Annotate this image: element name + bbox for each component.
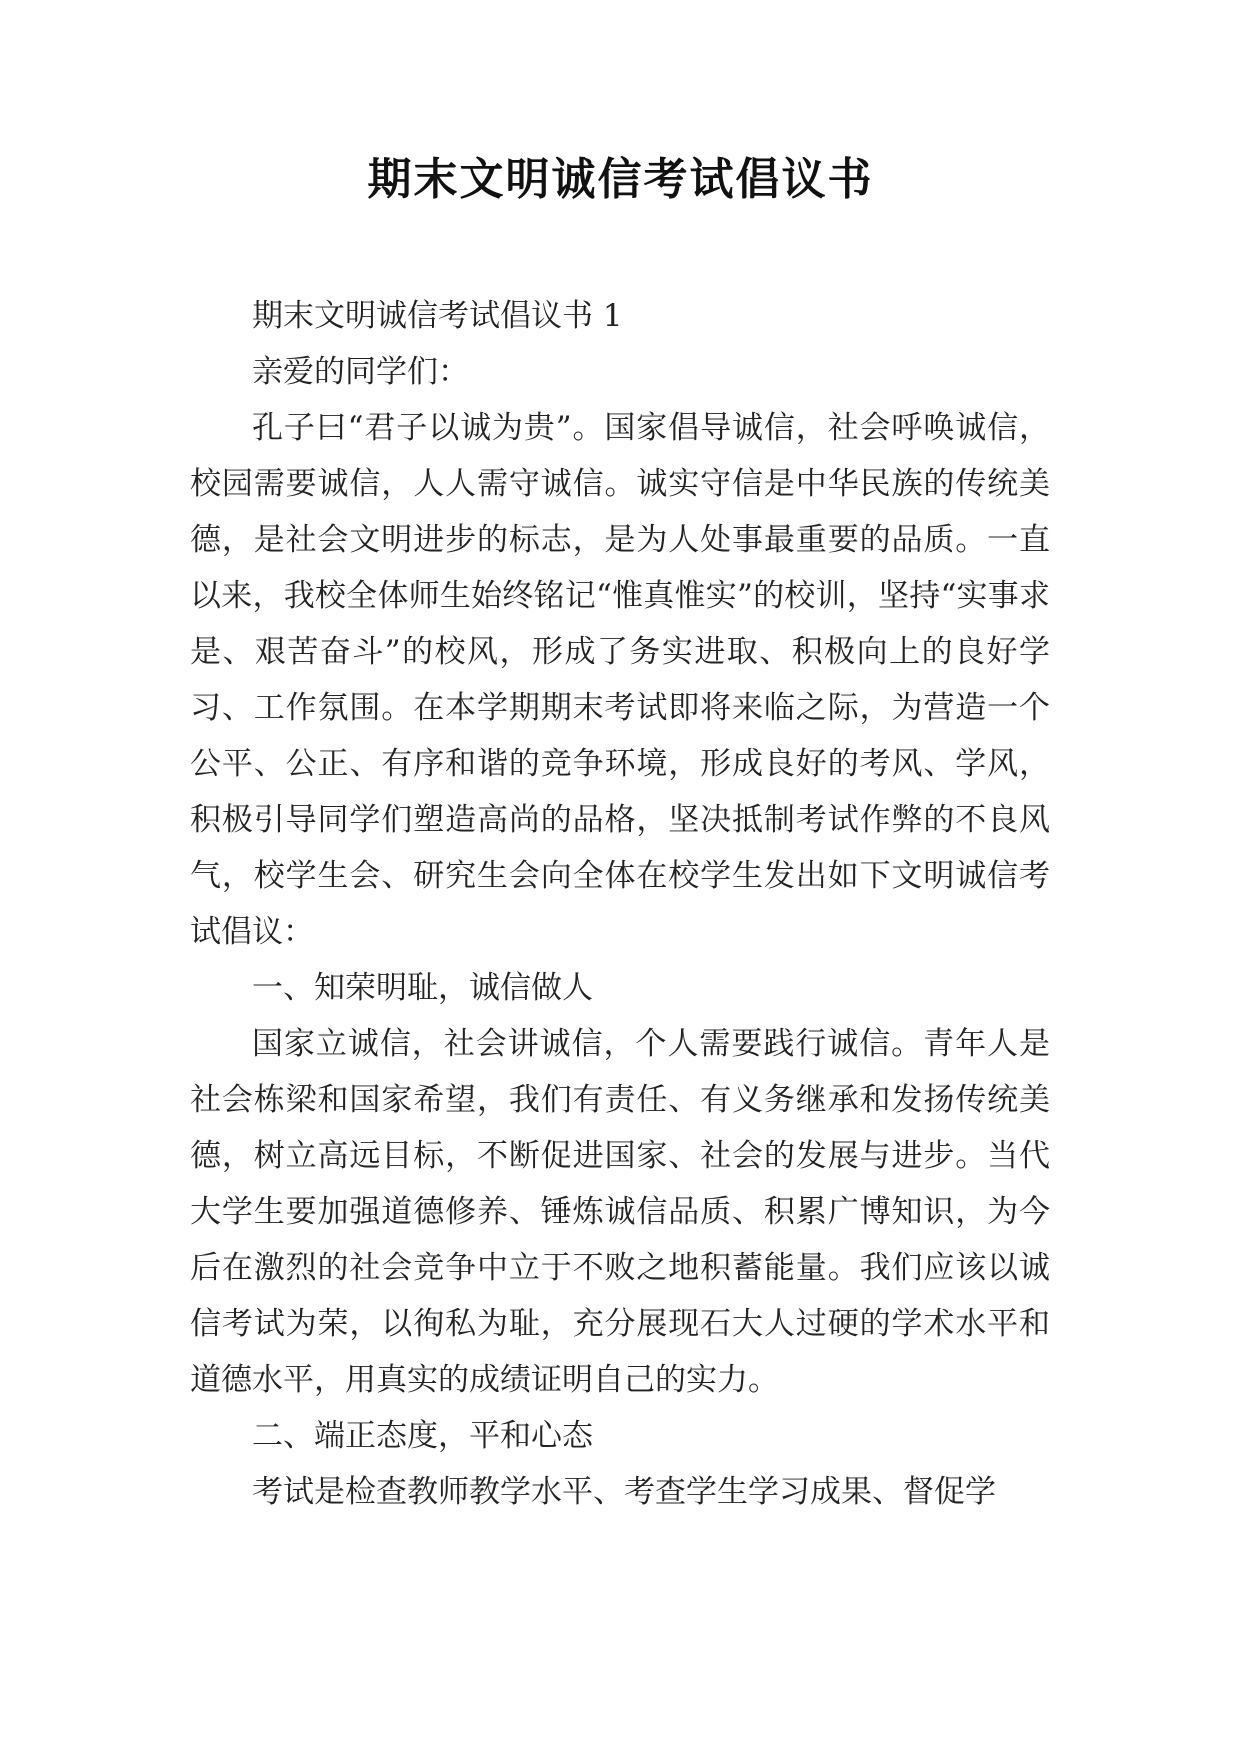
salutation: 亲爱的同学们：	[252, 354, 469, 390]
document-subtitle: 期末文明诚信考试倡议书 1	[252, 298, 623, 334]
document-title: 期末文明诚信考试倡议书	[367, 154, 874, 205]
paragraph-section-2: 考试是检查教师教学水平、考查学生学习成果、督促学	[252, 1474, 996, 1510]
document-body	[190, 288, 1050, 1520]
section-heading-2: 二、端正态度，平和心态	[252, 1418, 593, 1454]
section-heading-1: 一、知荣明耻，诚信做人	[252, 970, 593, 1006]
paragraph-intro: 孔子曰“君子以诚为贵”。国家倡导诚信，社会呼唤诚信，校园需要诚信，人人需守诚信。诚实守信是中华民族的传统美德，是社会文明进步的标志，是为人处事最重要的品质。一直以来，我校全体师生始终铭记“惟真惟实”的校训，坚持“实事求是、艰苦奋斗”的校风，形成了务实进取、积极向上的良好学习、工作氛围。在本学期期末考试即将来临之际，为营造一个公平、公正、有序和谐的竞争环境，形成良好的考风、学风，积极引导同学们塑造高尚的品格，坚决抵制考试作弊的不良风气，校学生会、研究生会向全体在校学生发出如下文明诚信考试倡议：	[190, 410, 1050, 950]
paragraph-section-1: 国家立诚信，社会讲诚信，个人需要践行诚信。青年人是社会栋梁和国家希望，我们有责任、有义务继承和发扬传统美德，树立高远目标，不断促进国家、社会的发展与进步。当代大学生要加强道德修养、锤炼诚信品质、积累广博知识，为今后在激烈的社会竞争中立于不败之地积蓄能量。我们应该以诚信考试为荣，以徇私为耻，充分展现石大人过硬的学术水平和道德水平，用真实的成绩证明自己的实力。	[190, 1026, 1050, 1398]
